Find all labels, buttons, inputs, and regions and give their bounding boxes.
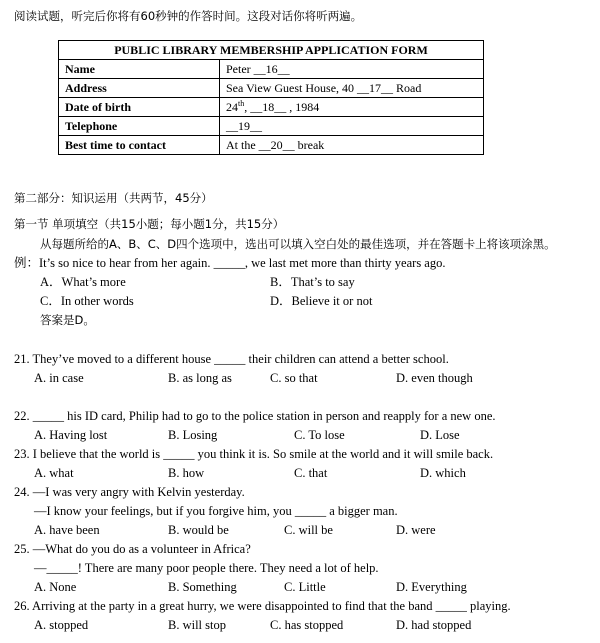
- question-25-stem: 25. —What do you do as a volunteer in Africa?: [14, 542, 251, 556]
- option-a: A. in case: [34, 371, 84, 385]
- option-c: C. will be: [284, 523, 333, 537]
- option-b: B. how: [168, 466, 205, 480]
- option-a: A. None: [34, 580, 77, 594]
- form-label: Name: [59, 60, 220, 79]
- question-23-stem: 23. I believe that the world is _____ you think it is. So smile at the world and it will smile back.: [14, 447, 494, 461]
- dob-rest: , __18__ , 1984: [244, 99, 320, 114]
- option-a: A. what: [34, 466, 74, 480]
- option-b: B. as long as: [168, 371, 232, 385]
- question-23-options: [34, 465, 594, 481]
- question-24-stem: 24. —I was very angry with Kelvin yesterday.: [14, 485, 245, 499]
- option-d: D. which: [420, 466, 466, 480]
- example-option-c: C．In other words: [40, 294, 134, 308]
- question-24-options: [34, 522, 594, 538]
- option-c: C. has stopped: [270, 618, 344, 632]
- example-options-row1: [34, 274, 594, 290]
- form-row-best-time: [59, 136, 484, 155]
- form-label: Address: [59, 79, 220, 98]
- dob-day: 24: [226, 99, 238, 114]
- option-d: D. were: [396, 523, 436, 537]
- library-application-form: [58, 40, 484, 155]
- section1-instruction: 从每题所给的A、B、C、D四个选项中，选出可以填入空白处的最佳选项，并在答题卡上将该项涂黑。: [40, 237, 556, 251]
- form-value: At the __20__ break: [220, 136, 484, 155]
- option-a: A. stopped: [34, 618, 89, 632]
- part2-title: 第二部分：知识运用（共两节，45分）: [14, 191, 213, 205]
- form-value: __19__: [220, 117, 484, 136]
- form-title: PUBLIC LIBRARY MEMBERSHIP APPLICATION FORM: [59, 41, 484, 60]
- option-c: C. Little: [284, 580, 326, 594]
- question-25-stem-reply: —_____! There are many poor people there. They need a lot of help.: [34, 561, 379, 575]
- option-b: B. would be: [168, 523, 229, 537]
- option-c: C. that: [294, 466, 328, 480]
- question-26-stem: 26. Arriving at the party in a great hurry, we were disappointed to find that the band _____ playing.: [14, 599, 511, 613]
- option-c: C. so that: [270, 371, 318, 385]
- option-b: B. will stop: [168, 618, 226, 632]
- question-25-options: [34, 579, 594, 595]
- option-a: A. Having lost: [34, 428, 108, 442]
- dob-suffix: th: [238, 98, 245, 108]
- form-value: [220, 98, 484, 117]
- example-option-a: A．What’s more: [40, 275, 126, 289]
- example-stem: 例：It’s so nice to hear from her again. _____, we last met more than thirty years ago.: [14, 256, 446, 270]
- form-row-address: [59, 79, 484, 98]
- example-option-b: B．That’s to say: [270, 275, 355, 289]
- question-24-stem-reply: —I know your feelings, but if you forgive him, you _____ a bigger man.: [34, 504, 398, 518]
- form-value: Sea View Guest House, 40 __17__ Road: [220, 79, 484, 98]
- form-value: Peter __16__: [220, 60, 484, 79]
- form-row-telephone: [59, 117, 484, 136]
- option-d: D. even though: [396, 371, 473, 385]
- example-answer: 答案是D。: [40, 313, 95, 327]
- form-label: Telephone: [59, 117, 220, 136]
- question-22-stem: 22. _____ his ID card, Philip had to go to the police station in person and reapply for a new one.: [14, 409, 496, 423]
- option-b: B. Something: [168, 580, 237, 594]
- form-row-name: [59, 60, 484, 79]
- option-d: D. Everything: [396, 580, 467, 594]
- example-options-row2: [34, 293, 594, 309]
- question-22-options: [34, 427, 594, 443]
- question-21-stem: 21. They’ve moved to a different house _____ their children can attend a better school.: [14, 352, 449, 366]
- option-b: B. Losing: [168, 428, 218, 442]
- option-a: A. have been: [34, 523, 100, 537]
- form-row-date-of-birth: [59, 98, 484, 117]
- question-26-options: [34, 617, 594, 633]
- option-c: C. To lose: [294, 428, 345, 442]
- form-label: Best time to contact: [59, 136, 220, 155]
- form-label: Date of birth: [59, 98, 220, 117]
- question-21-options: [34, 370, 594, 386]
- listening-instruction: 阅读试题，听完后你将有60秒钟的作答时间。这段对话你将听两遍。: [14, 9, 363, 23]
- option-d: D. Lose: [420, 428, 460, 442]
- example-option-d: D．Believe it or not: [270, 294, 373, 308]
- section1-title: 第一节 单项填空（共15小题；每小题1分，共15分）: [14, 217, 285, 231]
- option-d: D. had stopped: [396, 618, 472, 632]
